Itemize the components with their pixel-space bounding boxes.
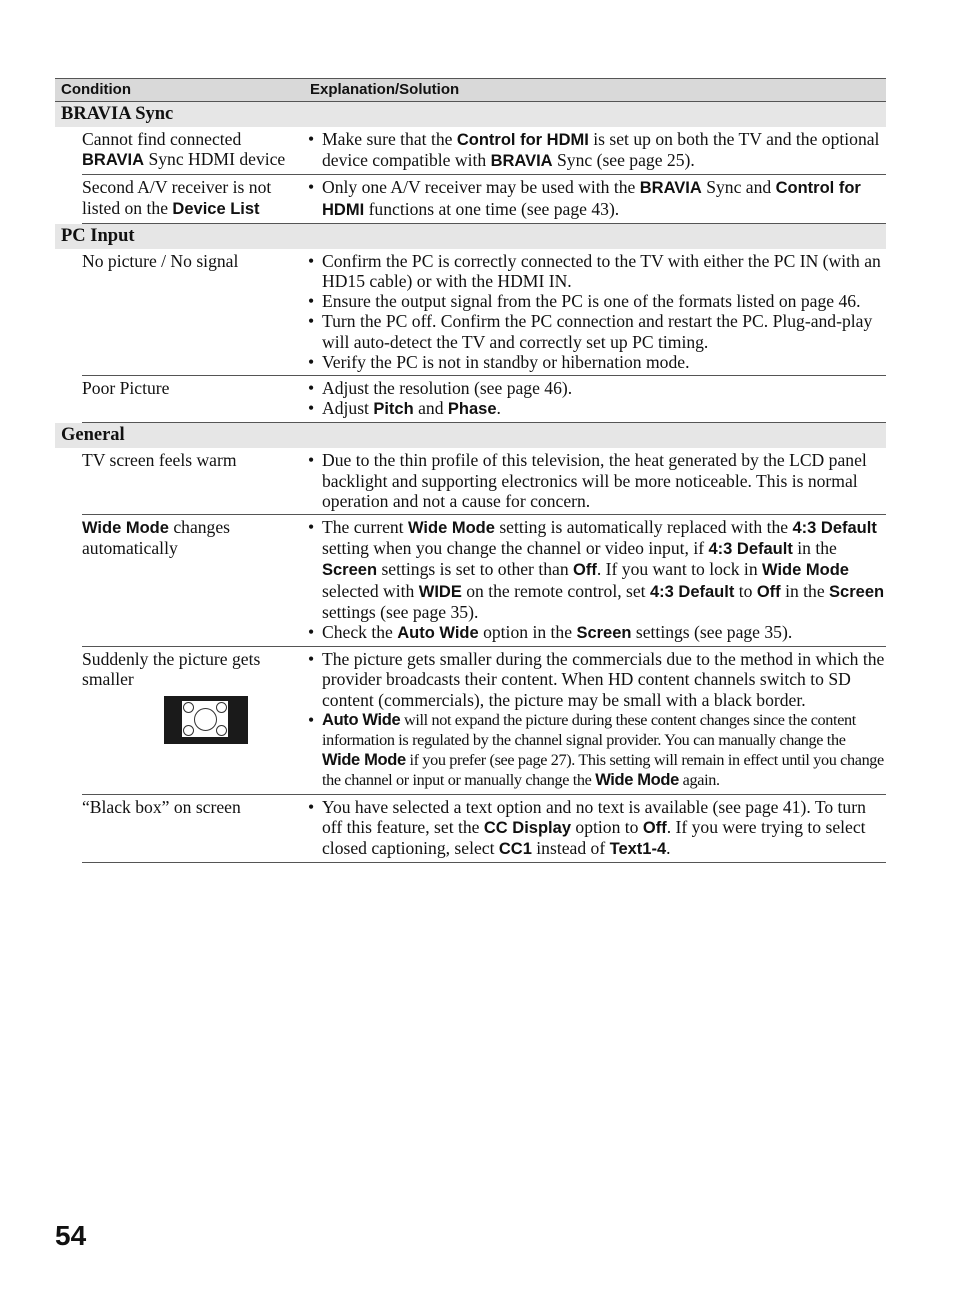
- section-pc-input: PC Input: [55, 224, 886, 249]
- list-item: • The current Wide Mode setting is automatically replaced with the 4:3 Default setting when you change the channel or video input, if 4:3 Default in the Screen settings is set to other than Off. If you want to lock in Wide Mode selected with WIDE on the remote control, set 4:3 Default to Off in the Screen settings (see page 35).: [308, 517, 885, 622]
- list-item: • You have selected a text option and no text is available (see page 41). To turn off this feature, set the CC Display option to Off. If you were trying to select closed captioning, select CC1 instead of Text1-4.: [308, 796, 866, 859]
- corner-circle: [216, 725, 227, 736]
- section-general: General: [55, 423, 886, 448]
- condition-cell: Wide Mode changes automatically: [82, 517, 231, 559]
- explanation-cell: [306, 177, 886, 219]
- table-row: [82, 127, 886, 175]
- explanation-cell: [306, 378, 886, 419]
- list-item: • Make sure that the Control for HDMI is set up on both the TV and the optional device compatible with BRAVIA Sync (see page 25).: [308, 129, 880, 171]
- small-picture-illustration: [164, 696, 248, 744]
- explanation-cell: [306, 517, 886, 643]
- explanation-cell: [306, 450, 886, 511]
- list-item: • Turn the PC off. Confirm the PC connection and restart the PC. Plug-and-play will auto-detect the TV and correctly set up PC timing.: [308, 311, 873, 352]
- explanation-header: Explanation/Solution: [310, 81, 460, 98]
- list-item: • Ensure the output signal from the PC is one of the formats listed on page 46.: [308, 291, 861, 312]
- list-item: • Auto Wide will not expand the picture during these content changes since the content information is regulated by the channel signal provider. You can manually change the Wide Mode if you prefer (see page 27). This setting will remain in effect until you change the channel or input or manually change the Wide Mode again.: [308, 709, 884, 790]
- explanation-cell: [306, 251, 886, 372]
- explanation-cell: [306, 649, 886, 790]
- corner-circle: [183, 725, 194, 736]
- table-header: [55, 78, 886, 102]
- list-item: • The picture gets smaller during the commercials due to the method in which the provider broadcasts their content. When HD content channels switch to SD content (commercials), the picture may be small with a black border.: [308, 649, 885, 710]
- list-item: • Confirm the PC is correctly connected to the TV with either the PC IN (with an HD15 cable) or with the HDMI IN.: [308, 250, 881, 292]
- center-circle: [194, 708, 217, 731]
- condition-text: Suddenly the picture gets smaller: [82, 649, 261, 690]
- explanation-cell: [306, 129, 886, 171]
- troubleshooting-table: [55, 78, 886, 863]
- condition-cell: Poor Picture: [82, 378, 170, 399]
- list-item: • Verify the PC is not in standby or hibernation mode.: [308, 351, 690, 372]
- explanation-cell: [306, 797, 886, 860]
- table-row: [82, 376, 886, 423]
- list-item: • Check the Auto Wide option in the Screen settings (see page 35).: [308, 622, 793, 643]
- condition-cell: Cannot find connected BRAVIA Sync HDMI device: [82, 129, 286, 170]
- table-row: [82, 175, 886, 223]
- corner-circle: [183, 702, 194, 713]
- condition-header: Condition: [61, 81, 131, 98]
- table-row: [82, 515, 886, 647]
- condition-cell: “Black box” on screen: [82, 796, 241, 817]
- picture-frame: [182, 701, 228, 737]
- table-row: [82, 647, 886, 794]
- list-item: • Due to the thin profile of this television, the heat generated by the LCD panel backlight and supporting electronics will be more noticeable. This is normal operation and not a cause for concern.: [308, 450, 867, 511]
- list-item: • Adjust Pitch and Phase.: [308, 398, 501, 419]
- table-row: [82, 795, 886, 864]
- condition-cell: TV screen feels warm: [82, 450, 237, 471]
- table-row: [82, 249, 886, 376]
- table-row: [82, 448, 886, 515]
- section-bravia-sync: BRAVIA Sync: [55, 102, 886, 127]
- list-item: • Adjust the resolution (see page 46).: [308, 378, 573, 399]
- page-number: 54: [55, 1220, 87, 1251]
- corner-circle: [216, 702, 227, 713]
- list-item: • Only one A/V receiver may be used with the BRAVIA Sync and Control for HDMI functions at one time (see page 43).: [308, 177, 861, 219]
- condition-cell: [82, 649, 306, 790]
- condition-cell: No picture / No signal: [82, 250, 239, 271]
- condition-cell: Second A/V receiver is not listed on the Device List: [82, 177, 272, 218]
